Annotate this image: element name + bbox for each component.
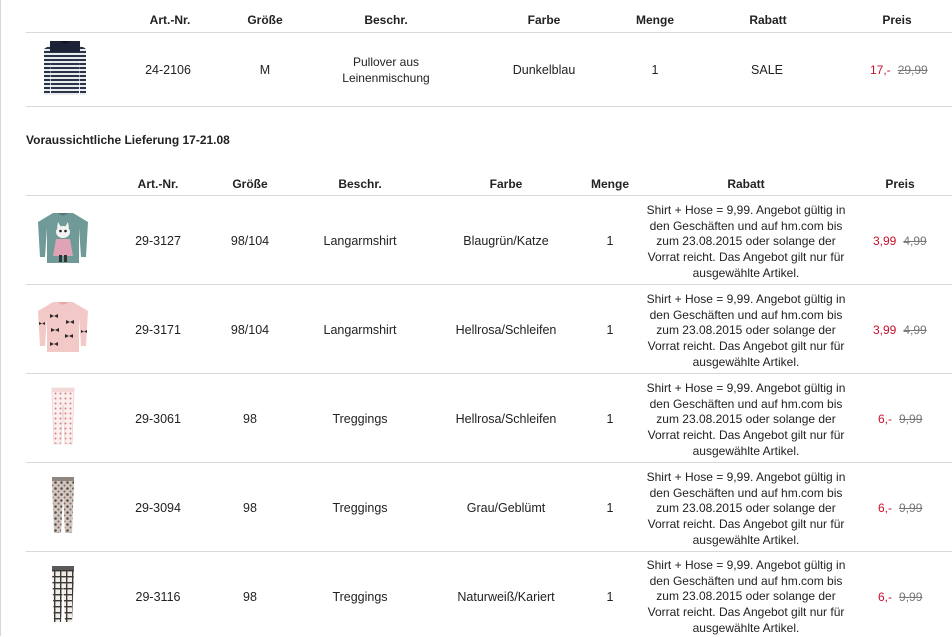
rabatt: Shirt + Hose = 9,99. Angebot gültig in den Geschäften und auf hm.com bis zum 23.08.2015 oder solange der Vorrat reicht. Das Angebot gilt nur für ausgewählte Artikel. <box>646 558 846 635</box>
header-rabatt: Rabatt <box>749 13 787 27</box>
sale-price: 6,- <box>878 501 893 515</box>
menge: 1 <box>651 63 659 77</box>
price <box>878 501 922 515</box>
price <box>878 412 922 426</box>
farbe: Dunkelblau <box>512 63 576 77</box>
header-groesse: Größe <box>232 177 268 191</box>
sale-price: 6,- <box>878 412 893 426</box>
divider <box>26 373 952 374</box>
header-rabatt: Rabatt <box>727 177 765 191</box>
sale-price: 6,- <box>878 590 893 604</box>
menge: 1 <box>606 501 614 515</box>
groesse: 98 <box>243 412 257 426</box>
header-art-nr: Art.-Nr. <box>137 177 179 191</box>
rabatt: Shirt + Hose = 9,99. Angebot gültig in den Geschäften und auf hm.com bis zum 23.08.2015 oder solange der Vorrat reicht. Das Angebot gilt nur für ausgewählte Artikel. <box>646 381 846 458</box>
farbe: Blaugrün/Katze <box>463 234 549 248</box>
art-nr: 29-3127 <box>135 234 181 248</box>
rabatt: Shirt + Hose = 9,99. Angebot gültig in den Geschäften und auf hm.com bis zum 23.08.2015 oder solange der Vorrat reicht. Das Angebot gilt nur für ausgewählte Artikel. <box>646 292 846 369</box>
groesse: 98/104 <box>230 234 270 248</box>
header-preis: Preis <box>882 13 912 27</box>
pink-treggings-image[interactable] <box>48 386 78 446</box>
menge: 1 <box>606 323 614 337</box>
price <box>870 63 928 77</box>
sale-price: 3,99 <box>873 323 897 337</box>
price <box>873 323 927 337</box>
divider <box>26 32 952 33</box>
rabatt: Shirt + Hose = 9,99. Angebot gültig in den Geschäften und auf hm.com bis zum 23.08.2015 oder solange der Vorrat reicht. Das Angebot gilt nur für ausgewählte Artikel. <box>646 203 846 280</box>
art-nr: 29-3171 <box>135 323 181 337</box>
teal-cat-shirt-image[interactable] <box>36 211 90 265</box>
beschr: Treggings <box>332 590 388 604</box>
original-price: 29,99 <box>897 63 928 77</box>
groesse: M <box>259 63 271 77</box>
pink-bow-shirt-image[interactable] <box>36 300 90 354</box>
sale-price: 17,- <box>870 63 891 77</box>
header-beschr: Beschr. <box>364 13 408 27</box>
groesse: 98 <box>243 590 257 604</box>
rabatt: Shirt + Hose = 9,99. Angebot gültig in den Geschäften und auf hm.com bis zum 23.08.2015 oder solange der Vorrat reicht. Das Angebot gilt nur für ausgewählte Artikel. <box>646 470 846 547</box>
menge: 1 <box>606 590 614 604</box>
sale-price: 3,99 <box>873 234 897 248</box>
header-farbe: Farbe <box>527 13 561 27</box>
header-farbe: Farbe <box>489 177 523 191</box>
art-nr: 29-3116 <box>135 590 181 604</box>
header-menge: Menge <box>635 13 675 27</box>
delivery-estimate: Voraussichtliche Lieferung 17-21.08 <box>26 133 230 147</box>
beschr: Treggings <box>332 501 388 515</box>
original-price: 9,99 <box>899 590 923 604</box>
divider <box>26 551 952 552</box>
header-art-nr: Art.-Nr. <box>149 13 191 27</box>
art-nr: 24-2106 <box>145 63 191 77</box>
rabatt: SALE <box>751 63 783 77</box>
floral-treggings-image[interactable] <box>48 475 78 535</box>
beschr: Treggings <box>332 412 388 426</box>
divider <box>26 106 952 107</box>
beschr: Langarmshirt <box>323 234 397 248</box>
header-preis: Preis <box>885 177 915 191</box>
menge: 1 <box>606 234 614 248</box>
left-border <box>0 0 1 636</box>
header-menge: Menge <box>590 177 630 191</box>
beschr: Pullover aus Leinenmischung <box>342 55 430 85</box>
groesse: 98 <box>243 501 257 515</box>
divider <box>26 195 952 196</box>
art-nr: 29-3094 <box>135 501 181 515</box>
groesse: 98/104 <box>230 323 270 337</box>
original-price: 4,99 <box>903 234 927 248</box>
art-nr: 29-3061 <box>135 412 181 426</box>
price <box>878 590 922 604</box>
divider <box>26 462 952 463</box>
original-price: 9,99 <box>899 412 923 426</box>
farbe: Hellrosa/Schleifen <box>455 323 557 337</box>
price <box>873 234 927 248</box>
farbe: Hellrosa/Schleifen <box>455 412 557 426</box>
header-beschr: Beschr. <box>338 177 382 191</box>
beschr: Langarmshirt <box>323 323 397 337</box>
striped-sweater-image[interactable] <box>42 39 88 97</box>
original-price: 9,99 <box>899 501 923 515</box>
checked-treggings-image[interactable] <box>48 564 78 624</box>
header-groesse: Größe <box>247 13 283 27</box>
farbe: Naturweiß/Kariert <box>457 590 555 604</box>
farbe: Grau/Geblümt <box>466 501 546 515</box>
divider <box>26 284 952 285</box>
original-price: 4,99 <box>903 323 927 337</box>
menge: 1 <box>606 412 614 426</box>
